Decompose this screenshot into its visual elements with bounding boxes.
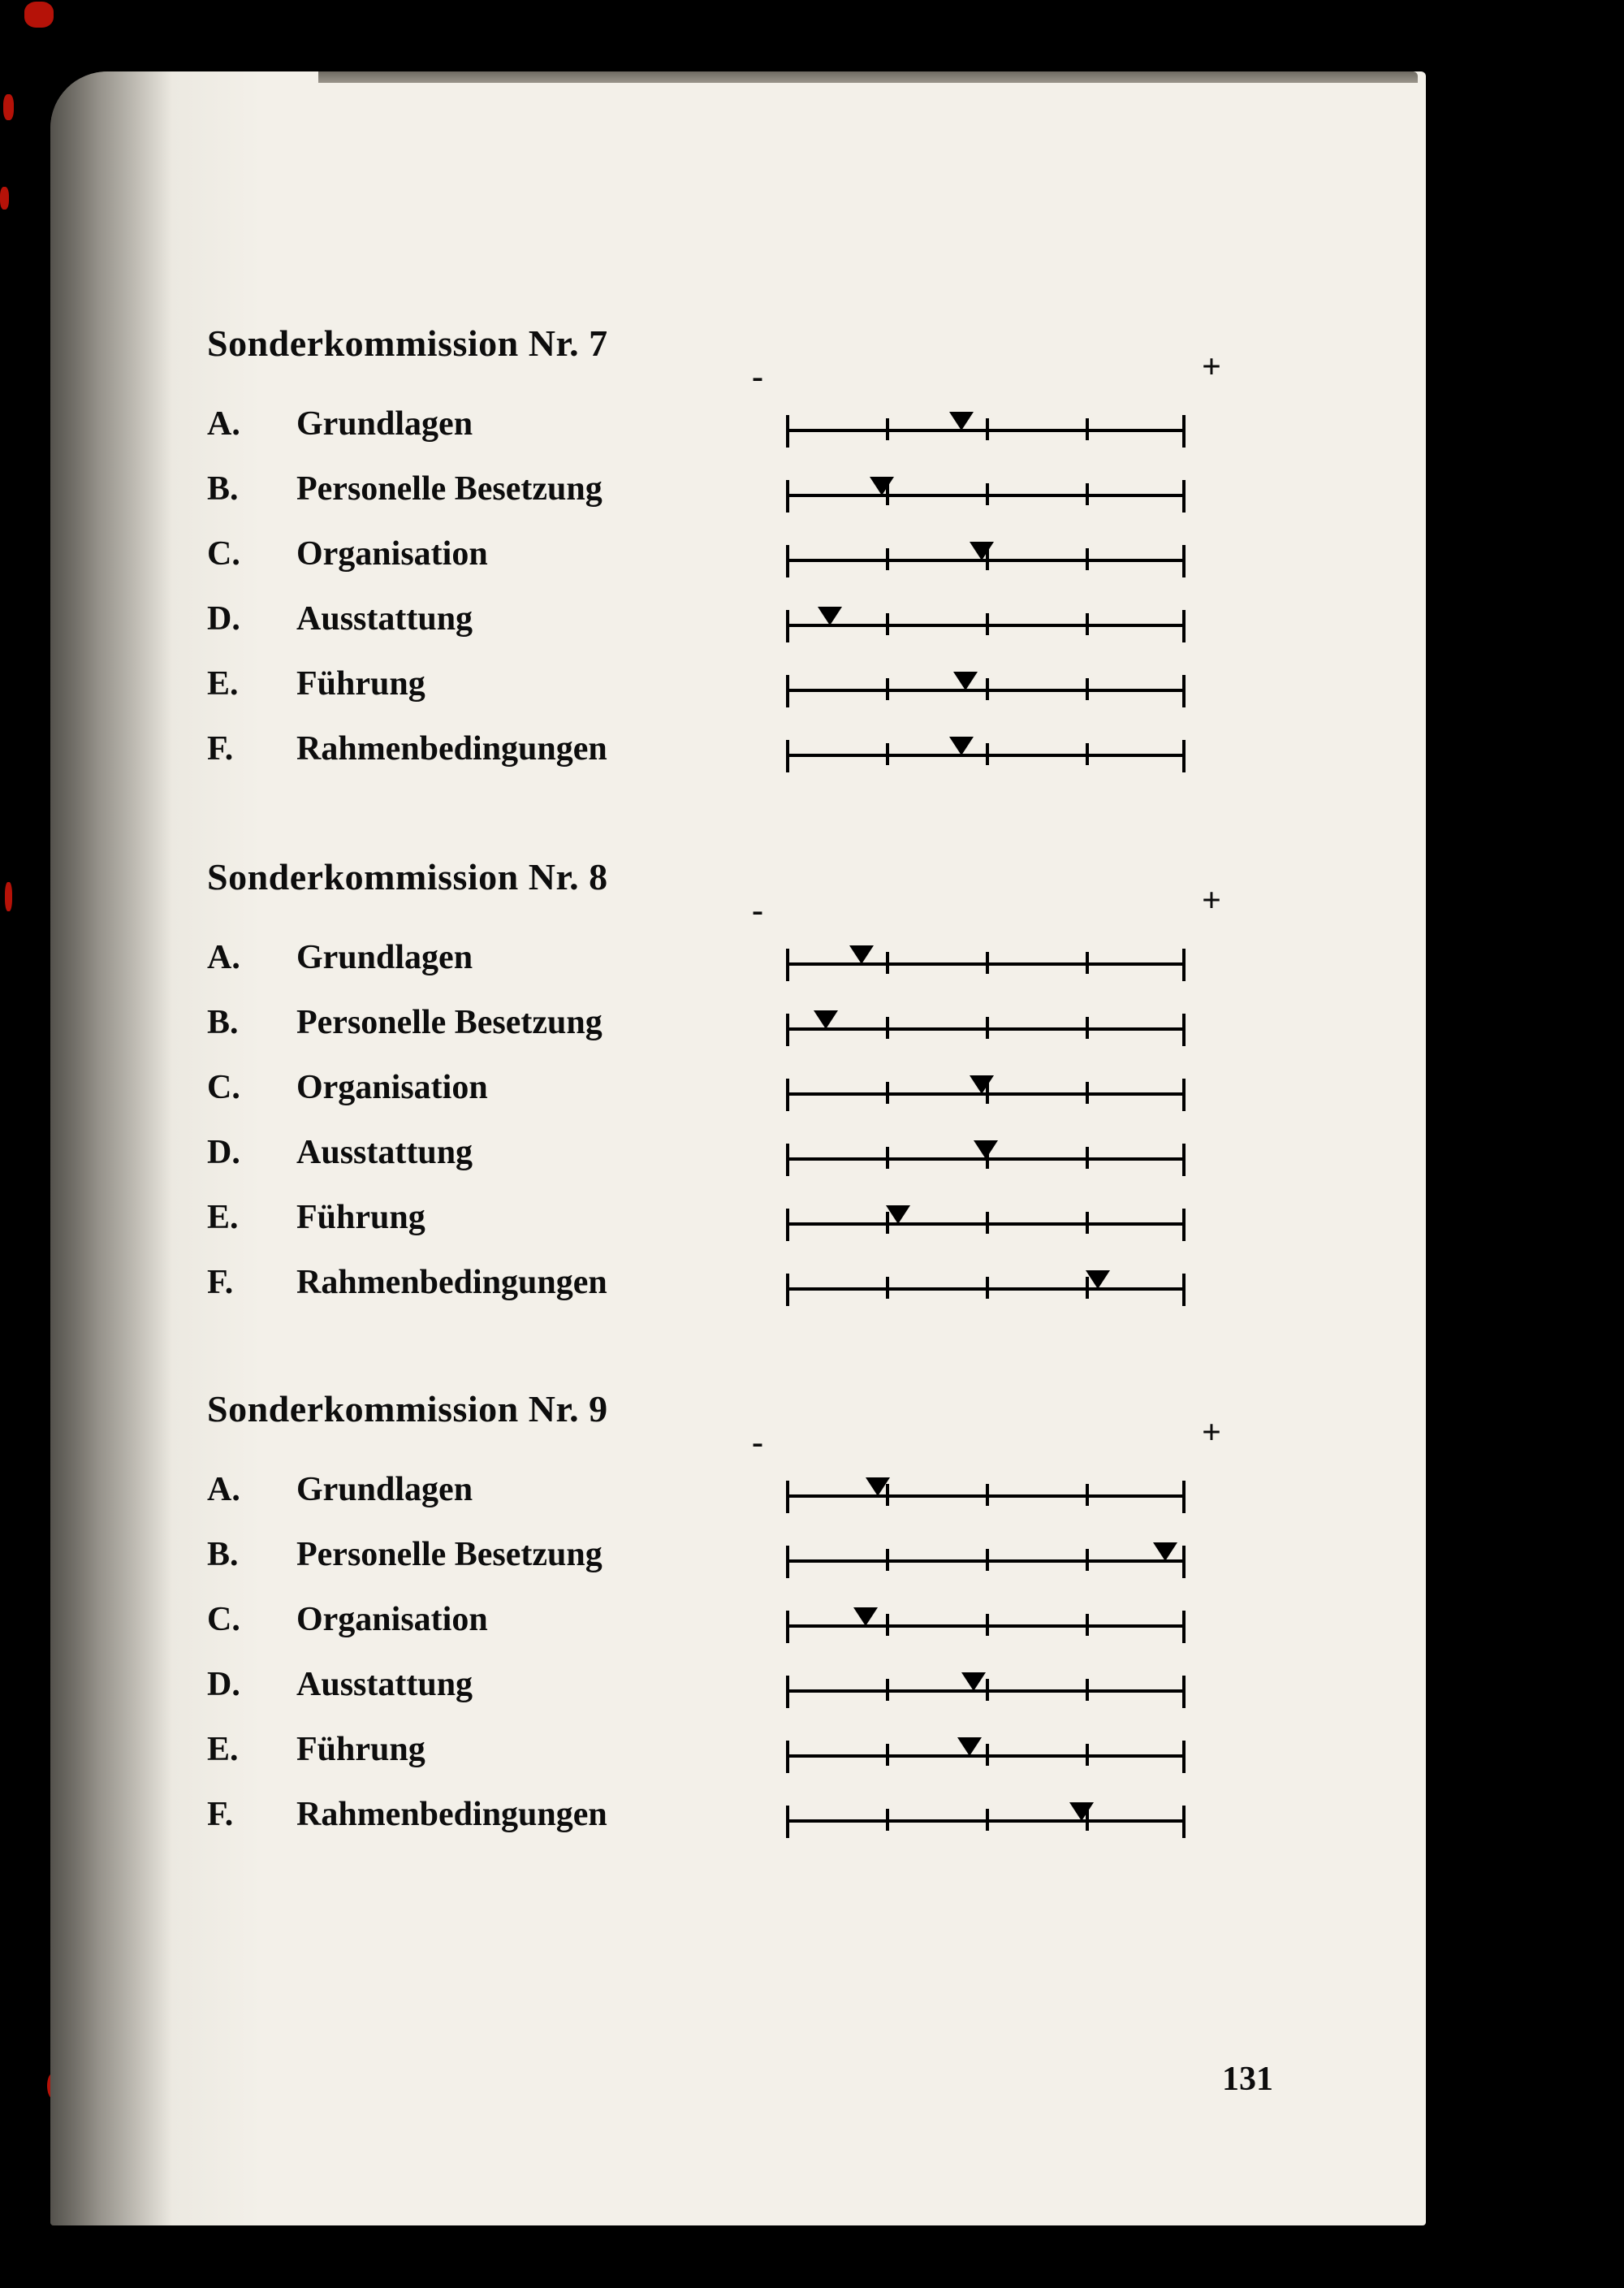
rating-scale	[786, 559, 1186, 562]
tick-mark	[786, 610, 789, 642]
rating-row	[50, 1522, 1426, 1587]
section-title: Sonderkommission Nr. 9	[207, 1388, 608, 1429]
book-page	[50, 71, 1426, 2225]
rating-row	[50, 1457, 1426, 1522]
tick-mark	[986, 1744, 989, 1766]
tick-mark	[886, 1809, 889, 1831]
rating-scale	[786, 429, 1186, 432]
item-letter: E.	[207, 665, 239, 703]
tick-mark	[986, 1549, 989, 1571]
tick-mark	[986, 743, 989, 765]
rating-row	[50, 456, 1426, 521]
page-number: 131	[1222, 2061, 1273, 2098]
item-letter: E.	[207, 1731, 239, 1768]
tick-mark	[986, 1484, 989, 1506]
item-letter: D.	[207, 1134, 240, 1171]
item-letter: D.	[207, 600, 240, 638]
tick-mark	[786, 1014, 789, 1046]
item-label: Personelle Besetzung	[296, 470, 603, 508]
tick-mark	[1182, 480, 1186, 513]
item-letter: B.	[207, 1004, 239, 1041]
item-letter: C.	[207, 1601, 240, 1638]
item-label: Führung	[296, 1199, 425, 1236]
tick-mark	[886, 1549, 889, 1571]
item-label: Grundlagen	[296, 1471, 473, 1508]
section-title: Sonderkommission Nr. 7	[207, 322, 608, 364]
tick-mark	[786, 1676, 789, 1708]
scale-plus-label: +	[1202, 1414, 1221, 1451]
tick-mark	[886, 952, 889, 974]
rating-marker-icon	[870, 477, 894, 495]
scan-artifact	[3, 94, 14, 120]
rating-row	[50, 990, 1426, 1055]
tick-mark	[1182, 949, 1186, 981]
item-label: Rahmenbedingungen	[296, 1796, 607, 1833]
rating-scale	[786, 624, 1186, 627]
scan-artifact	[24, 2, 54, 28]
item-letter: D.	[207, 1666, 240, 1703]
rating-scale	[786, 1494, 1186, 1498]
tick-mark	[1182, 1806, 1186, 1838]
item-letter: C.	[207, 1069, 240, 1106]
item-letter: F.	[207, 1796, 234, 1833]
rating-scale	[786, 1222, 1186, 1226]
rating-marker-icon	[849, 945, 874, 964]
rating-row	[50, 521, 1426, 586]
tick-mark	[1086, 1147, 1089, 1169]
kommission-section	[50, 855, 1426, 1367]
rating-marker-icon	[961, 1672, 986, 1691]
tick-mark	[1182, 1611, 1186, 1643]
rating-marker-icon	[970, 1075, 994, 1094]
rating-row	[50, 1652, 1426, 1717]
rating-row	[50, 925, 1426, 990]
rating-row	[50, 1250, 1426, 1315]
item-letter: B.	[207, 1536, 239, 1573]
tick-mark	[1086, 1017, 1089, 1039]
rating-row	[50, 1055, 1426, 1120]
tick-mark	[786, 1144, 789, 1176]
scale-plus-label: +	[1202, 882, 1221, 919]
tick-mark	[1086, 1614, 1089, 1636]
tick-mark	[986, 1277, 989, 1299]
tick-mark	[1086, 548, 1089, 570]
rating-row	[50, 1587, 1426, 1652]
rating-row	[50, 1717, 1426, 1782]
item-label: Ausstattung	[296, 1134, 473, 1171]
tick-mark	[986, 483, 989, 505]
tick-mark	[986, 418, 989, 440]
rating-scale	[786, 1027, 1186, 1031]
tick-mark	[886, 1614, 889, 1636]
rating-marker-icon	[953, 672, 978, 690]
tick-mark	[986, 613, 989, 635]
item-label: Personelle Besetzung	[296, 1536, 603, 1573]
tick-mark	[1086, 1744, 1089, 1766]
tick-mark	[886, 1277, 889, 1299]
tick-mark	[886, 678, 889, 700]
rating-scale	[786, 1287, 1186, 1291]
tick-mark	[886, 1679, 889, 1701]
rating-row	[50, 586, 1426, 651]
tick-mark	[1182, 740, 1186, 772]
rating-rows	[50, 1457, 1426, 1847]
tick-mark	[786, 1481, 789, 1513]
tick-mark	[1182, 1014, 1186, 1046]
tick-mark	[886, 418, 889, 440]
rating-scale	[786, 1689, 1186, 1693]
tick-mark	[1182, 1274, 1186, 1306]
tick-mark	[986, 952, 989, 974]
rating-marker-icon	[853, 1607, 878, 1626]
tick-mark	[786, 740, 789, 772]
item-label: Organisation	[296, 1601, 488, 1638]
rating-marker-icon	[886, 1205, 910, 1224]
rating-row	[50, 1120, 1426, 1185]
tick-mark	[1182, 415, 1186, 448]
rating-marker-icon	[1069, 1802, 1094, 1821]
tick-mark	[1182, 545, 1186, 577]
rating-marker-icon	[1153, 1542, 1177, 1561]
rating-scale	[786, 962, 1186, 966]
rating-scale	[786, 689, 1186, 692]
tick-mark	[786, 1741, 789, 1773]
tick-mark	[1086, 1082, 1089, 1104]
rating-marker-icon	[814, 1010, 838, 1029]
scale-minus-label: -	[752, 358, 763, 396]
tick-mark	[886, 743, 889, 765]
item-letter: B.	[207, 470, 239, 508]
item-letter: F.	[207, 730, 234, 768]
rating-row	[50, 651, 1426, 716]
rating-rows	[50, 391, 1426, 781]
tick-mark	[986, 1809, 989, 1831]
rating-marker-icon	[957, 1737, 982, 1756]
tick-mark	[986, 1679, 989, 1701]
tick-mark	[1182, 1676, 1186, 1708]
item-label: Grundlagen	[296, 939, 473, 976]
tick-mark	[986, 1212, 989, 1234]
tick-mark	[986, 678, 989, 700]
tick-mark	[786, 675, 789, 707]
rating-scale	[786, 1624, 1186, 1628]
rating-scale	[786, 1754, 1186, 1758]
item-label: Rahmenbedingungen	[296, 730, 607, 768]
rating-scale	[786, 494, 1186, 497]
tick-mark	[786, 1546, 789, 1578]
tick-mark	[1086, 483, 1089, 505]
tick-mark	[1086, 613, 1089, 635]
rating-marker-icon	[818, 607, 842, 625]
item-label: Grundlagen	[296, 405, 473, 443]
item-label: Ausstattung	[296, 600, 473, 638]
tick-mark	[786, 1611, 789, 1643]
tick-mark	[886, 613, 889, 635]
tick-mark	[1182, 1481, 1186, 1513]
item-label: Rahmenbedingungen	[296, 1264, 607, 1301]
rating-row	[50, 1185, 1426, 1250]
rating-scale	[786, 1559, 1186, 1563]
tick-mark	[1086, 418, 1089, 440]
tick-mark	[786, 1806, 789, 1838]
rating-marker-icon	[974, 1140, 998, 1159]
tick-mark	[1182, 1209, 1186, 1241]
tick-mark	[786, 1079, 789, 1111]
item-letter: A.	[207, 939, 240, 976]
tick-mark	[1086, 743, 1089, 765]
tick-mark	[886, 1082, 889, 1104]
rating-marker-icon	[949, 412, 974, 430]
tick-mark	[1182, 1546, 1186, 1578]
tick-mark	[786, 480, 789, 513]
tick-mark	[1086, 952, 1089, 974]
scale-minus-label: -	[752, 1424, 763, 1461]
item-letter: A.	[207, 405, 240, 443]
tick-mark	[1182, 675, 1186, 707]
tick-mark	[786, 949, 789, 981]
tick-mark	[1182, 1741, 1186, 1773]
rating-rows	[50, 925, 1426, 1315]
tick-mark	[1086, 1679, 1089, 1701]
tick-mark	[886, 1017, 889, 1039]
tick-mark	[986, 1614, 989, 1636]
item-label: Führung	[296, 1731, 425, 1768]
tick-mark	[1182, 610, 1186, 642]
tick-mark	[886, 1744, 889, 1766]
tick-mark	[986, 1017, 989, 1039]
rating-scale	[786, 754, 1186, 757]
rating-marker-icon	[949, 737, 974, 755]
tick-mark	[1086, 1549, 1089, 1571]
item-letter: A.	[207, 1471, 240, 1508]
item-letter: F.	[207, 1264, 234, 1301]
rating-scale	[786, 1157, 1186, 1161]
item-label: Personelle Besetzung	[296, 1004, 603, 1041]
item-letter: E.	[207, 1199, 239, 1236]
rating-marker-icon	[970, 542, 994, 560]
section-title: Sonderkommission Nr. 8	[207, 856, 608, 897]
item-label: Ausstattung	[296, 1666, 473, 1703]
adjacent-page-edge	[318, 71, 1418, 83]
tick-mark	[786, 545, 789, 577]
scan-artifact	[5, 882, 12, 911]
tick-mark	[786, 1274, 789, 1306]
scale-minus-label: -	[752, 892, 763, 929]
tick-mark	[1086, 1484, 1089, 1506]
rating-row	[50, 391, 1426, 456]
tick-mark	[886, 1147, 889, 1169]
rating-scale	[786, 1092, 1186, 1096]
item-label: Organisation	[296, 1069, 488, 1106]
scale-plus-label: +	[1202, 348, 1221, 386]
tick-mark	[786, 415, 789, 448]
tick-mark	[1086, 1212, 1089, 1234]
kommission-section	[50, 322, 1426, 833]
rating-marker-icon	[866, 1477, 890, 1496]
tick-mark	[886, 548, 889, 570]
rating-row	[50, 1782, 1426, 1847]
tick-mark	[1182, 1079, 1186, 1111]
tick-mark	[786, 1209, 789, 1241]
scan-artifact	[0, 187, 9, 210]
item-letter: C.	[207, 535, 240, 573]
rating-row	[50, 716, 1426, 781]
tick-mark	[1086, 678, 1089, 700]
rating-marker-icon	[1086, 1270, 1110, 1289]
item-label: Organisation	[296, 535, 488, 573]
kommission-section	[50, 1387, 1426, 1899]
tick-mark	[1182, 1144, 1186, 1176]
item-label: Führung	[296, 665, 425, 703]
rating-scale	[786, 1819, 1186, 1823]
